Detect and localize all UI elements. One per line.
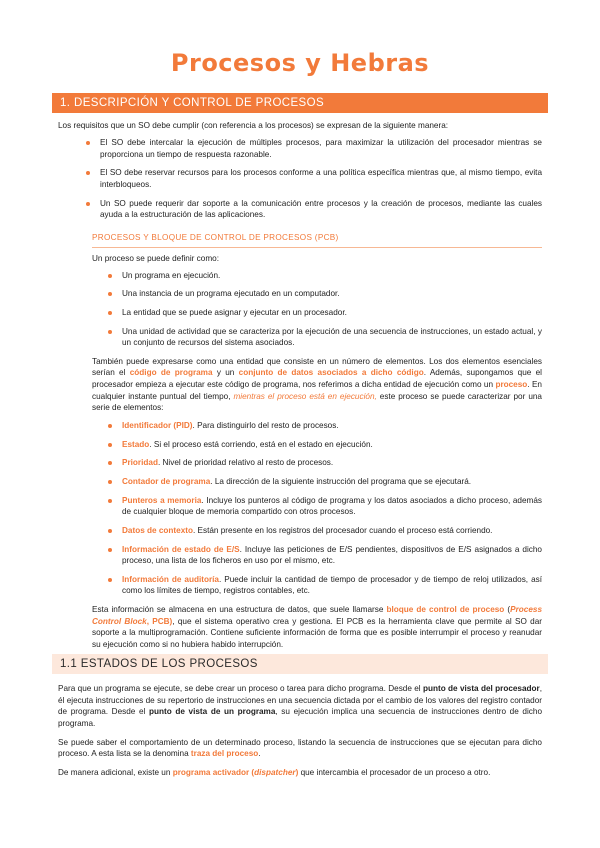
bullet-icon xyxy=(108,424,112,428)
list-item: Información de estado de E/S. Incluye las peticiones de E/S pendientes, dispositivos de E/S asignados a dicho proceso, una lista de los ficheros en uso por el mismo, etc. xyxy=(104,544,542,567)
bullet-icon xyxy=(108,443,112,447)
bullet-icon xyxy=(108,292,112,296)
bullet-icon xyxy=(108,461,112,465)
section-1-intro: Los requisitos que un SO debe cumplir (con referencia a los procesos) se expresan de la siguiente manera: xyxy=(58,121,449,130)
section-1-1-body xyxy=(58,683,542,778)
section-1-heading-text: 1. DESCRIPCIÓN Y CONTROL DE PROCESOS xyxy=(60,96,325,109)
list-item: Información de auditoría. Puede incluir la cantidad de tiempo de procesador y de tiempo de reloj utilizados, así como los límites de tiempo, registros contables, etc. xyxy=(104,574,542,597)
pcb-intro: Un proceso se puede definir como: xyxy=(92,254,219,263)
bullet-icon xyxy=(86,141,90,145)
bullet-icon xyxy=(86,202,90,206)
section-1-1-heading xyxy=(52,654,548,674)
bullet-icon xyxy=(108,480,112,484)
definitions-list xyxy=(92,270,542,349)
pcb-closing: Esta información se almacena en una estructura de datos, que suele llamarse bloque de control de proceso (Process Control Block, PCB), que el sistema operativo crea y gestiona. El PCB es la herramienta clave que permite al SO dar soporte a la multiprogramación. Contiene suficiente información de forma que es posible interrumpir el proceso y reanudar su ejecución como si no hubiera habido interrupción. xyxy=(92,605,543,650)
section-1-heading xyxy=(52,93,548,113)
states-paragraph-3: De manera adicional, existe un programa activador (dispatcher) que intercambia el procesador de un proceso a otro. xyxy=(58,767,491,777)
pcb-subheading: PROCESOS Y BLOQUE DE CONTROL DE PROCESOS (PCB) xyxy=(92,232,542,248)
bullet-icon xyxy=(108,578,112,582)
list-item: El SO debe intercalar la ejecución de múltiples procesos, para maximizar la utilización del procesador mientras se proporciona un tiempo de respuesta razonable. xyxy=(82,137,542,160)
bullet-icon xyxy=(108,548,112,552)
list-item: Datos de contexto. Están presente en los registros del procesador cuando el proceso está corriendo. xyxy=(104,525,542,537)
list-item: Contador de programa. La dirección de la siguiente instrucción del programa que se ejecutará. xyxy=(104,476,542,488)
list-item: Prioridad. Nivel de prioridad relativo al resto de procesos. xyxy=(104,457,542,469)
page-title: Procesos y Hebras xyxy=(170,49,430,77)
bullet-icon xyxy=(86,171,90,175)
pcb-paragraph: También puede expresarse como una entidad que consiste en un número de elementos. Los dos elementos esenciales serían el código de programa y un conjunto de datos asociados a dicho código. Además, supongamos que el procesador empieza a ejecutar este código de programa, nos referimos a dicha entidad de ejecución como un proceso. En cualquier instante puntual del tiempo, mientras el proceso está en ejecución, este proceso se puede caracterizar por una serie de elementos: xyxy=(92,356,542,413)
pcb-body xyxy=(92,253,542,651)
elements-list xyxy=(92,420,542,597)
states-paragraph-1: Para que un programa se ejecute, se debe crear un proceso o tarea para dicho programa. Desde el punto de vista del procesador, él ejecuta instrucciones de su repertorio de instrucciones en una secuencia dictada por el cambio de los valores del registro contador de programa. Desde el punto de vista de un programa, su ejecución implica una secuencia de instrucciones dentro de dicho programa. xyxy=(58,684,543,728)
requirements-list xyxy=(82,137,542,228)
list-item: Estado. Si el proceso está corriendo, está en el estado en ejecución. xyxy=(104,439,542,451)
list-item: Punteros a memoria. Incluye los punteros al código de programa y los datos asociados a dicho proceso, además de cualquier bloque de memoria compartido con otros procesos. xyxy=(104,495,542,518)
section-1-1-heading-text: 1.1 ESTADOS DE LOS PROCESOS xyxy=(60,657,258,670)
states-paragraph-2: Se puede saber el comportamiento de un determinado proceso, listando la secuencia de instrucciones que se ejecutan para dicho proceso. A esta lista se la denomina traza del proceso. xyxy=(58,737,542,759)
list-item: La entidad que se puede asignar y ejecutar en un procesador. xyxy=(104,307,542,319)
bullet-icon xyxy=(108,311,112,315)
list-item: Un programa en ejecución. xyxy=(104,270,542,282)
section-1-body xyxy=(58,120,542,132)
bullet-icon xyxy=(108,330,112,334)
bullet-icon xyxy=(108,529,112,533)
list-item: Identificador (PID). Para distinguirlo del resto de procesos. xyxy=(104,420,542,432)
list-item: Una unidad de actividad que se caracteriza por la ejecución de una secuencia de instrucciones, un estado actual, y un conjunto de recursos del sistema asociados. xyxy=(104,326,542,349)
list-item: Un SO puede requerir dar soporte a la comunicación entre procesos y la creación de procesos, mediante las cuales ayuda a la estructuración de las aplicaciones. xyxy=(82,198,542,221)
bullet-icon xyxy=(108,274,112,278)
list-item: El SO debe reservar recursos para los procesos conforme a una política específica mientras que, al mismo tiempo, evita interbloqueos. xyxy=(82,167,542,190)
list-item: Una instancia de un programa ejecutado en un computador. xyxy=(104,288,542,300)
bullet-icon xyxy=(108,499,112,503)
